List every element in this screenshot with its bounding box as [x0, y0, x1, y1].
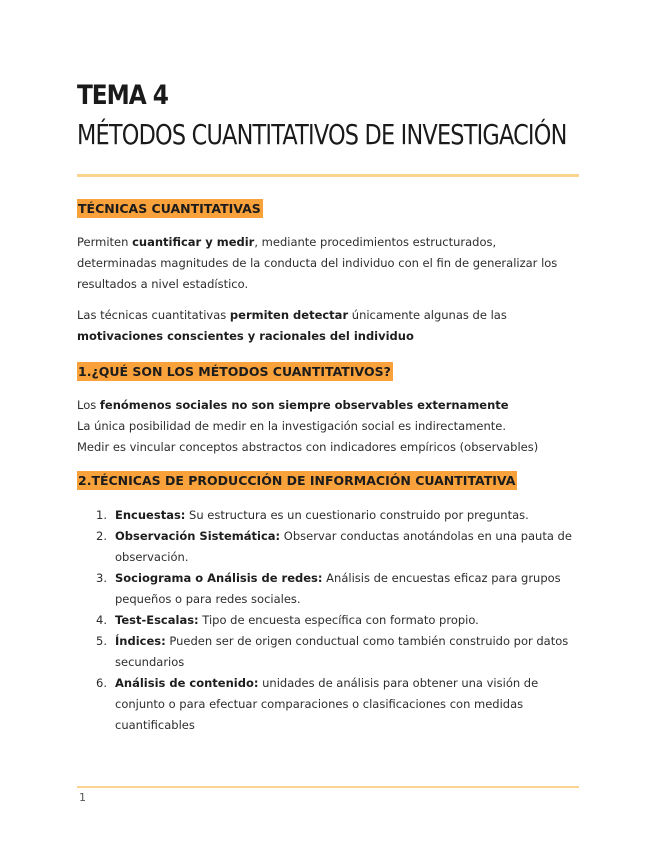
list-term: Test-Escalas:: [115, 613, 199, 627]
techniques-list: [77, 505, 577, 736]
list-term: Sociograma o Análisis de redes:: [115, 571, 323, 585]
list-number: 1.: [96, 508, 107, 522]
list-desc: Análisis de encuestas eficaz para grupos pequeños o para redes sociales.: [115, 571, 561, 606]
text-span: Las técnicas cuantitativas: [77, 308, 230, 322]
bold-text: cuantificar y medir: [132, 235, 255, 249]
topic-title: MÉTODOS CUANTITATIVOS DE INVESTIGACIÓN: [77, 118, 567, 151]
topic-number-title: TEMA 4: [77, 80, 168, 111]
list-desc: Pueden ser de origen conductual como también construido por datos secundarios: [115, 634, 569, 669]
heading-tecnicas-cuantitativas: TÉCNICAS CUANTITATIVAS: [78, 201, 261, 216]
list-item: [77, 610, 577, 631]
list-item: [77, 505, 577, 526]
heading-que-son: 1.¿QUÉ SON LOS MÉTODOS CUANTITATIVOS?: [78, 364, 391, 379]
bold-text: permiten detectar: [229, 308, 349, 322]
title-divider: [77, 174, 579, 177]
list-item: [77, 673, 577, 736]
bold-text: motivaciones conscientes y racionales del individuo: [77, 329, 414, 343]
footer-divider: [77, 786, 579, 788]
bold-text: fenómenos sociales no son siempre observables externamente: [99, 398, 509, 412]
list-item: [77, 631, 577, 673]
line-unica-posibilidad: La única posibilidad de medir en la investigación social es indirectamente.: [77, 419, 507, 433]
list-item: [77, 568, 577, 610]
list-term: Análisis de contenido:: [115, 676, 259, 690]
paragraph-permiten: [77, 232, 577, 295]
heading-tecnicas-produccion: 2.TÉCNICAS DE PRODUCCIÓN DE INFORMACIÓN CUANTITATIVA: [78, 473, 516, 488]
text-span: únicamente algunas de las: [348, 308, 507, 322]
list-number: 3.: [96, 571, 107, 585]
text-span: Permiten: [77, 235, 133, 249]
line-fenomenos: [77, 395, 577, 416]
list-desc: Tipo de encuesta específica con formato propio.: [198, 613, 479, 627]
list-number: 4.: [96, 613, 107, 627]
paragraph-que-son: [77, 395, 577, 458]
text-span: , mediante procedimientos estructurados, determinadas magnitudes de la conducta del individuo con el fin de generalizar los resultados a nivel estadístico.: [77, 235, 558, 291]
list-desc: Observar conductas anotándolas en una pauta de observación.: [115, 529, 572, 564]
list-number: 6.: [96, 676, 107, 690]
list-number: 5.: [96, 634, 107, 648]
paragraph-tecnicas-detectar: [77, 305, 577, 347]
list-desc: unidades de análisis para obtener una visión de conjunto o para efectuar comparaciones o clasificaciones con medidas cuantificables: [115, 676, 539, 732]
page-number: 1: [79, 791, 86, 804]
line-medir: Medir es vincular conceptos abstractos con indicadores empíricos (observables): [77, 440, 539, 454]
list-term: Observación Sistemática:: [115, 529, 281, 543]
list-term: Encuestas:: [115, 508, 186, 522]
text-span: Los: [77, 398, 100, 412]
list-term: Índices:: [115, 634, 166, 648]
list-number: 2.: [96, 529, 107, 543]
list-desc: Su estructura es un cuestionario construido por preguntas.: [185, 508, 529, 522]
list-item: [77, 526, 577, 568]
